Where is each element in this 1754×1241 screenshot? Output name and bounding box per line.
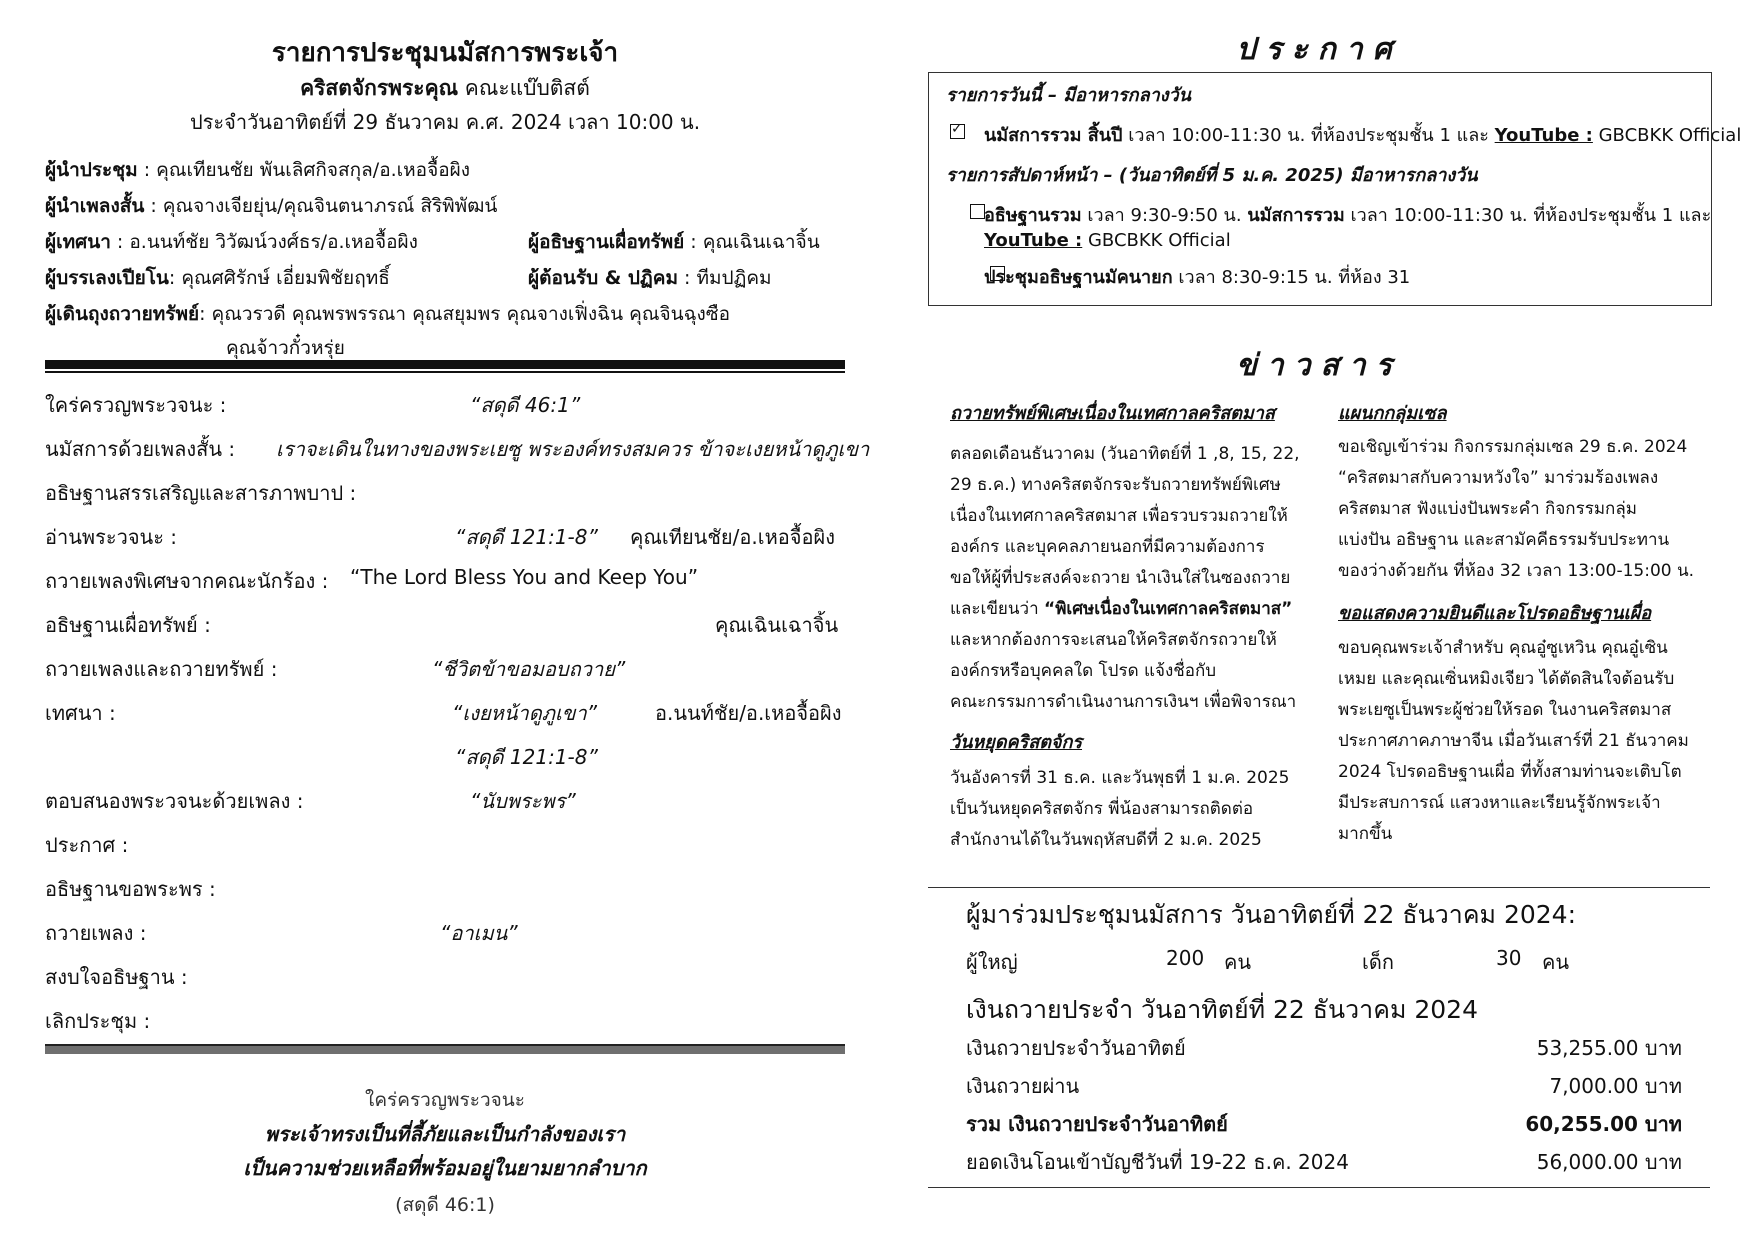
verse-reference: (สดุดี 46:1) <box>395 1194 495 1216</box>
order-detail: “เงยหน้าดูภูเขา” <box>452 701 598 725</box>
order-detail: “อาเมน” <box>440 921 518 945</box>
divider-attendance <box>928 887 1710 888</box>
order-detail: “สดุดี 46:1” <box>470 393 581 417</box>
next-week-heading: รายการสัปดาห์หน้า – (วันอาทิตย์ที่ 5 ม.ค. 2025) มีอาหารกลางวัน <box>946 165 1478 186</box>
order-label: นมัสการด้วยเพลงสั้น : <box>45 437 236 461</box>
checked-box-icon <box>950 124 965 139</box>
order-person: คุณเฉินเฉาจิ้น <box>715 613 839 637</box>
news-body-congratulations: ขอบคุณพระเจ้าสำหรับ คุณอู๋ซูเหวิน คุณอู๋เซิน เหมย และคุณเซิ่นหมิงเจียว ได้ตัดสินใจต้อนรับ พระเยซูเป็นพระผู้ช่วยให้รอด ในงานคริสตมาส ประกาศภาคภาษาจีน เมื่อวันเสาร์ที่ 21 ธันวาคม 2024 โปรดอธิษฐานเผื่อ ที่ทั้งสามท่านจะเติบโต มีประสบการณ์ แสวงหาและเรียนรู้จักพระเจ้า มากขึ้น <box>1338 638 1689 844</box>
news-title: ข่าวสาร <box>1236 348 1402 383</box>
order-detail: “The Lord Bless You and Keep You” <box>350 565 699 589</box>
next-item-1: อธิษฐานรวม เวลา 9:30-9:50 น. นมัสการรวม เวลา 10:00-11:30 น. ที่ห้องประชุมชั้น 1 และ <box>984 205 1712 226</box>
order-label: เลิกประชุม : <box>45 1009 151 1033</box>
divider-top <box>45 360 845 369</box>
next-item-1-cont: YouTube : GBCBKK Official <box>984 230 1231 251</box>
role-song-leader: ผู้นำเพลงสั้น : คุณจางเจียยุ่น/คุณจินตนาภรณ์ สิริพิพัฒน์ <box>45 195 498 217</box>
order-label: เทศนา : <box>45 701 116 725</box>
today-heading: รายการวันนี้ – มีอาหารกลางวัน <box>946 85 1191 106</box>
order-label: อธิษฐานเผื่อทรัพย์ : <box>45 613 211 637</box>
offering-total-amount: 60,255.00 บาท <box>1525 1112 1682 1136</box>
child-count: 30 <box>1496 946 1522 970</box>
order-label: ประกาศ : <box>45 833 129 857</box>
order-label: สงบใจอธิษฐาน : <box>45 965 188 989</box>
divider-top-thin <box>45 371 845 373</box>
role-preacher: ผู้เทศนา : อ.นนท์ชัย วิวัฒน์วงศ์ธร/อ.เหอจื้อผิง <box>45 231 418 253</box>
order-detail: “สดุดี 121:1-8” <box>455 525 598 549</box>
child-label: เด็ก <box>1362 950 1394 974</box>
verse-line-1: พระเจ้าทรงเป็นที่ลี้ภัยและเป็นกำลังของเรา <box>264 1122 626 1146</box>
offering-row-amount: 56,000.00 บาท <box>1536 1150 1682 1174</box>
verse-line-2: เป็นความช่วยเหลือที่พร้อมอยู่ในยามยากลำบาก <box>243 1156 647 1180</box>
church-name: คริสตจักรพระคุณ คณะแบ๊บติสต์ <box>300 76 590 100</box>
bulletin-title: รายการประชุมนมัสการพระเจ้า <box>271 38 619 68</box>
news-heading-christmas-offering: ถวายทรัพย์พิเศษเนื่องในเทศกาลคริสตมาส <box>950 403 1275 424</box>
news-heading-congratulations: ขอแสดงความยินดีและโปรดอธิษฐานเผื่อ <box>1338 603 1652 624</box>
divider-offering-bottom <box>928 1187 1710 1188</box>
verse-heading: ใคร่ครวญพระวจนะ <box>365 1089 525 1111</box>
offering-total-label: รวม เงินถวายประจำวันอาทิตย์ <box>966 1112 1228 1136</box>
adult-count: 200 <box>1166 946 1205 970</box>
news-body-holiday: วันอังคารที่ 31 ธ.ค. และวันพุธที่ 1 ม.ค. 2025 เป็นวันหยุดคริสตจักร พี่น้องสามารถติดต่อ สำนักงานได้ในวันพฤหัสบดีที่ 2 ม.ค. 2025 <box>950 768 1290 850</box>
order-label: อธิษฐานขอพระพร : <box>45 877 216 901</box>
role-offering-collectors: ผู้เดินถุงถวายทรัพย์: คุณวรวดี คุณพรพรรณา คุณสยุมพร คุณจางเฟิ่งฉิน คุณจินฉุงซือ <box>45 303 731 325</box>
attendance-heading: ผู้มาร่วมประชุมนมัสการ วันอาทิตย์ที่ 22 ธันวาคม 2024: <box>966 900 1577 929</box>
order-label: ถวายเพลง : <box>45 921 147 945</box>
order-label: ใคร่ครวญพระวจนะ : <box>45 393 227 417</box>
announcements-title: ประกาศ <box>1236 32 1402 67</box>
order-label: ถวายเพลงพิเศษจากคณะนักร้อง : <box>45 569 329 593</box>
service-date: ประจำวันอาทิตย์ที่ 29 ธันวาคม ค.ศ. 2024 เวลา 10:00 น. <box>189 110 701 134</box>
order-label: อธิษฐานสรรเสริญและสารภาพบาป : <box>45 481 357 505</box>
offering-row-amount: 53,255.00 บาท <box>1536 1036 1682 1060</box>
order-person: อ.นนท์ชัย/อ.เหอจื้อผิง <box>655 701 842 725</box>
order-label: ตอบสนองพระวจนะด้วยเพลง : <box>45 789 304 813</box>
child-unit: คน <box>1542 950 1570 974</box>
role-usher: ผู้ต้อนรับ & ปฏิคม : ทีมปฏิคม <box>528 267 772 289</box>
news-heading-cell-group: แผนกกลุ่มเซล <box>1338 403 1447 424</box>
offering-row-label: เงินถวายผ่าน <box>966 1074 1080 1098</box>
role-leader: ผู้นำประชุม : คุณเทียนชัย พันเลิศกิจสกุล/อ.เหอจื้อผิง <box>45 159 471 181</box>
adult-label: ผู้ใหญ่ <box>966 950 1018 974</box>
role-pianist: ผู้บรรเลงเปียโน: คุณศศิรักษ์ เอี่ยมพิชัยฤทธิ์ <box>45 267 390 289</box>
news-body-cell-group: ขอเชิญเข้าร่วม กิจกรรมกลุ่มเซล 29 ธ.ค. 2024 “คริสตมาสกับความหวังใจ” มาร่วมร้องเพลง คริสตมาส ฟังแบ่งปันพระคำ กิจกรรมกลุ่ม แบ่งปัน อธิษฐาน และสามัคคีธรรมรับประทาน ของว่างด้วยกัน ที่ห้อง 32 เวลา 13:00-15:00 น. <box>1338 437 1695 581</box>
role-offering-collectors-cont: คุณจ้าวกั๋วหรุ่ย <box>226 337 345 359</box>
today-item: นมัสการรวม สิ้นปี เวลา 10:00-11:30 น. ที่ห้องประชุมชั้น 1 และ YouTube : GBCBKK Official <box>984 125 1742 146</box>
order-detail: “สดุดี 121:1-8” <box>455 745 598 769</box>
checkbox-icon <box>970 204 985 219</box>
offering-row-label: เงินถวายประจำวันอาทิตย์ <box>966 1036 1186 1060</box>
next-item-2: ประชุมอธิษฐานมัคนายก เวลา 8:30-9:15 น. ที่ห้อง 31 <box>984 267 1411 288</box>
order-detail: “นับพระพร” <box>470 789 576 813</box>
order-label: ถวายเพลงและถวายทรัพย์ : <box>45 657 278 681</box>
order-detail: “ชีวิตข้าขอมอบถวาย” <box>432 657 626 681</box>
adult-unit: คน <box>1224 950 1252 974</box>
divider-bottom <box>45 1046 845 1054</box>
news-heading-holiday: วันหยุดคริสตจักร <box>950 732 1083 753</box>
news-body-christmas-offering: ตลอดเดือนธันวาคม (วันอาทิตย์ที่ 1 ,8, 15, 22, 29 ธ.ค.) ทางคริสตจักรจะรับถวายทรัพย์พิเศษ เนื่องในเทศกาลคริสตมาส เพื่อรวบรวมถวายให้ องค์กร และบุคคลภายนอกที่มีความต้องการ ขอให้ผู้ที่ประสงค์จะถวาย นำเงินใส่ในซองถวาย และเขียนว่า “พิเศษเนื่องในเทศกาลคริสตมาส” และหากต้องการจะเสนอให้คริสตจักรถวายให้ องค์กรหรือบุคคลใด โปรด แจ้งชื่อกับ คณะกรรมการดำเนินงานการเงินฯ เพื่อพิจารณา <box>950 444 1300 712</box>
offering-row-amount: 7,000.00 บาท <box>1549 1074 1682 1098</box>
order-label: อ่านพระวจนะ : <box>45 525 178 549</box>
offering-heading: เงินถวายประจำ วันอาทิตย์ที่ 22 ธันวาคม 2024 <box>966 995 1478 1024</box>
role-offering-prayer: ผู้อธิษฐานเผื่อทรัพย์ : คุณเฉินเฉาจิ้น <box>528 231 820 253</box>
offering-row-label: ยอดเงินโอนเข้าบัญชีวันที่ 19-22 ธ.ค. 2024 <box>966 1150 1349 1174</box>
order-detail: เราจะเดินในทางของพระเยซู พระองค์ทรงสมควร ข้าจะเงยหน้าดูภูเขา <box>276 437 870 461</box>
order-person: คุณเทียนชัย/อ.เหอจื้อผิง <box>630 525 835 549</box>
